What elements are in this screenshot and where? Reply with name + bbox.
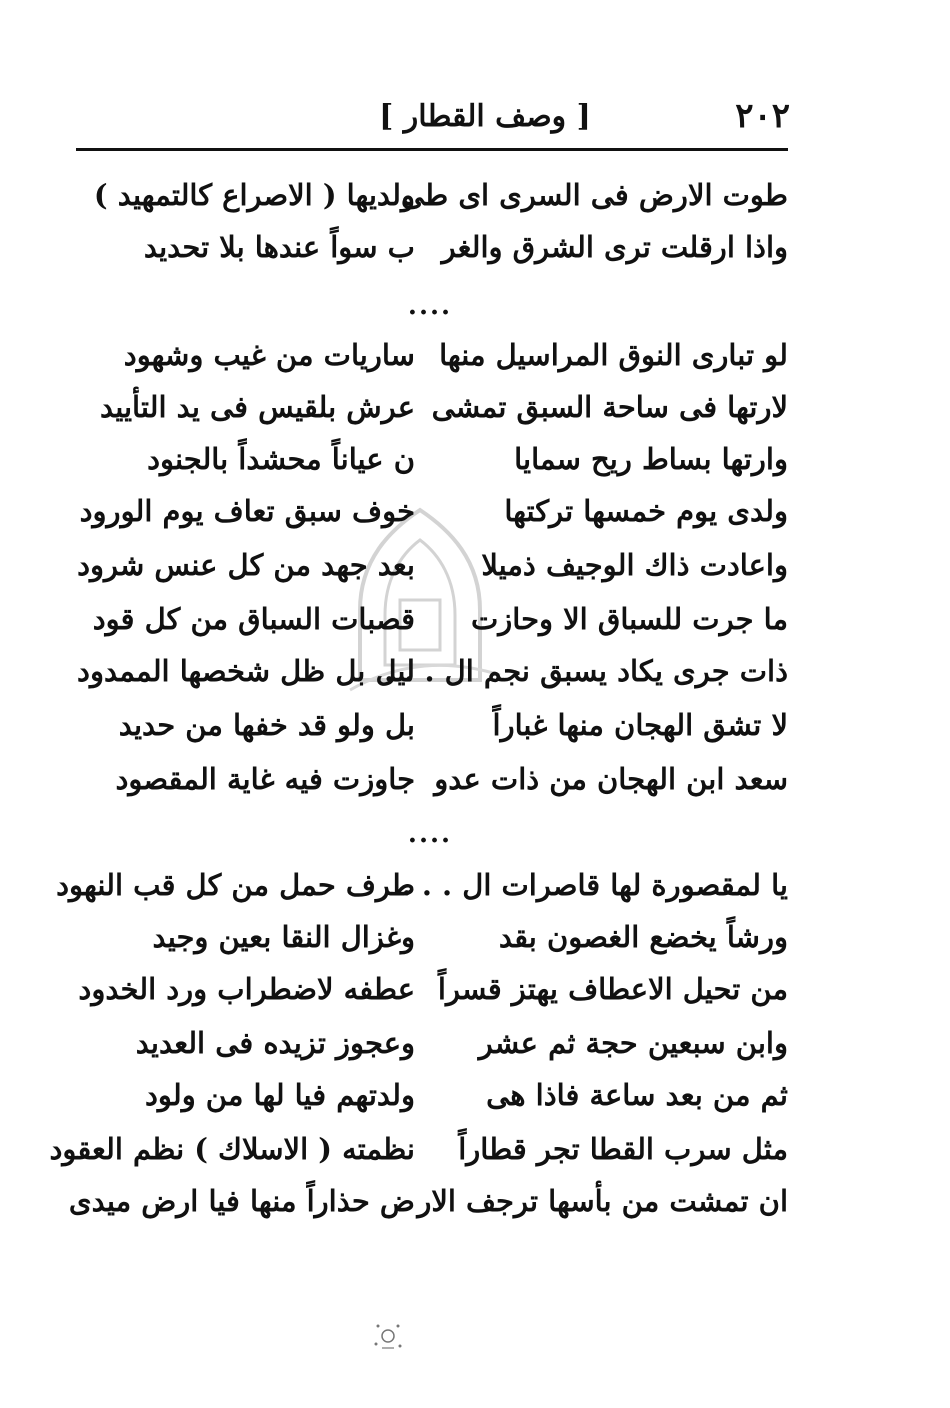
- verse-line: [78, 964, 788, 1014]
- page-header: [80, 92, 790, 142]
- header-rule: [76, 148, 788, 151]
- verse-first-hemistich: ما جرت للسباق الا وحازت: [470, 602, 788, 636]
- verse-first-hemistich: يا لمقصورة لها قاصرات ال . . .: [401, 868, 788, 902]
- verse-first-hemistich: واعادت ذاك الوجيف ذميلا: [481, 548, 788, 582]
- verse-line: [92, 594, 788, 644]
- verse-first-hemistich: ذات جرى يكاد يسبق نجم ال . . .: [384, 654, 788, 688]
- verse-line: [68, 1176, 788, 1226]
- verse-first-hemistich: مثل سرب القطا تجر قطاراً: [458, 1132, 788, 1166]
- verse-line: [77, 646, 788, 696]
- verse-line: [95, 1018, 788, 1068]
- verse-second-hemistich: نظمته ( الاسلاك ) نظم العقود: [49, 1132, 415, 1166]
- verse-first-hemistich: وابن سبعين حجة ثم عشر: [478, 1026, 788, 1060]
- verse-line: [56, 860, 788, 910]
- verse-first-hemistich: من تحيل الاعطاف يهتز قسراً: [437, 972, 788, 1006]
- stanza-separator: ....: [407, 291, 453, 321]
- verse-line: [95, 222, 788, 272]
- verse-first-hemistich: ثم من بعد ساعة فاذا هى: [486, 1078, 788, 1112]
- stanza-separator: ....: [407, 819, 453, 849]
- verse-second-hemistich: ب سواً عندها بلا تحديد: [143, 230, 415, 264]
- verse-line: [95, 700, 788, 750]
- page-number: ٢٠٢: [735, 96, 790, 136]
- verse-second-hemistich: ساريات من غيب وشهود: [123, 338, 415, 372]
- verse-second-hemistich: ض حذاراً منها فيا ارض ميدى: [68, 1184, 415, 1218]
- verse-first-hemistich: وارتها بساط ريح سمايا: [514, 442, 788, 476]
- verse-second-hemistich: ن عياناً محشداً بالجنود: [147, 442, 415, 476]
- verse-line: [77, 540, 788, 590]
- verse-first-hemistich: ولدى يوم خمسها تركتها: [504, 494, 788, 528]
- ornament-icon: [368, 1318, 408, 1354]
- verse-line: [95, 754, 788, 804]
- verse-first-hemistich: طوت الارض فى السرى اى طى: [400, 178, 788, 212]
- verse-line: [95, 1070, 788, 1120]
- verse-second-hemistich: عطفه لاضطراب ورد الخدود: [78, 972, 415, 1006]
- verse-first-hemistich: ان تمشت من بأسها ترجف الار: [417, 1184, 788, 1218]
- verse-first-hemistich: واذا ارقلت ترى الشرق والغر: [441, 230, 788, 264]
- verse-first-hemistich: لا تشق الهجان منها غباراً: [492, 708, 788, 742]
- verse-second-hemistich: خوف سبق تعاف يوم الورود: [79, 494, 415, 528]
- verse-second-hemistich: ولديها ( الاصراع كالتمهيد ): [93, 178, 415, 212]
- verse-first-hemistich: ورشاً يخضع الغصون بقد: [498, 920, 788, 954]
- verse-second-hemistich: عرش بلقيس فى يد التأييد: [99, 390, 415, 424]
- verse-second-hemistich: بل ولو قد خفها من حديد: [118, 708, 415, 742]
- verse-second-hemistich: وعجوز تزيده فى العديد: [135, 1026, 415, 1060]
- verse-second-hemistich: وغزال النقا بعين وجيد: [152, 920, 415, 954]
- verse-line: [95, 330, 788, 380]
- verse-line: [79, 486, 788, 536]
- verse-second-hemistich: بعد جهد من كل عنس شرود: [77, 548, 415, 582]
- running-head: [ وصف القطار ]: [379, 99, 591, 134]
- verse-first-hemistich: سعد ابن الهجان من ذات عدو: [434, 762, 788, 796]
- verse-line: [95, 434, 788, 484]
- verse-second-hemistich: ولدتهم فيا لها من ولود: [144, 1078, 415, 1112]
- verse-second-hemistich: ليل بل ظل شخصها الممدود: [77, 654, 415, 688]
- verse-first-hemistich: لو تبارى النوق المراسيل منها: [439, 338, 788, 372]
- verse-line: [95, 170, 788, 220]
- verse-second-hemistich: قصبات السباق من كل قود: [92, 602, 415, 636]
- verse-line: [49, 1124, 788, 1174]
- verse-second-hemistich: جاوزت فيه غاية المقصود: [115, 762, 415, 796]
- verse-line: [95, 912, 788, 962]
- verse-first-hemistich: لارتها فى ساحة السبق تمشى: [431, 390, 788, 424]
- verse-second-hemistich: طرف حمل من كل قب النهود: [56, 868, 415, 902]
- verse-line: [95, 382, 788, 432]
